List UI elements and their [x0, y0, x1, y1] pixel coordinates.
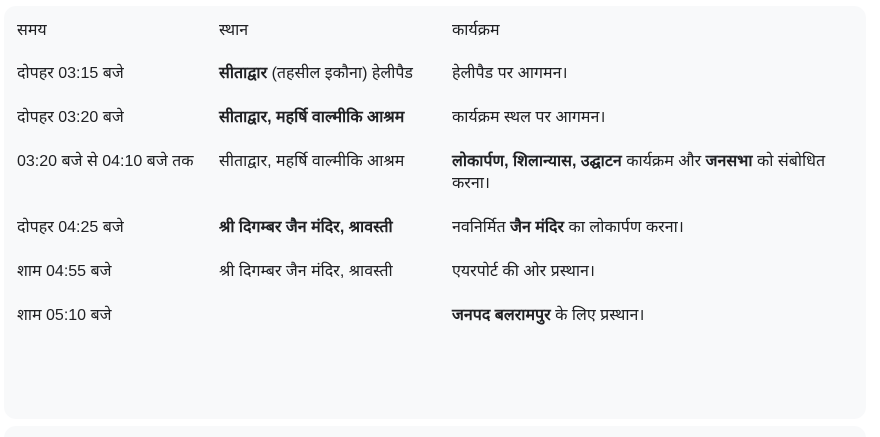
- column-header-location: स्थान: [219, 22, 249, 39]
- time-cell: दोपहर 04:25 बजे: [17, 219, 124, 236]
- location-cell: [219, 294, 452, 338]
- program-cell: लोकार्पण, शिलान्यास, उद्घाटन कार्यक्रम और जनसभा को संबोधित करना।: [452, 153, 826, 192]
- program-cell: एयरपोर्ट की ओर प्रस्थान।: [452, 263, 595, 280]
- table-row: [17, 140, 850, 206]
- column-header-program: कार्यक्रम: [452, 22, 500, 39]
- program-cell: जनपद बलरामपुर के लिए प्रस्थान।: [452, 307, 645, 324]
- location-cell: श्री दिगम्बर जैन मंदिर, श्रावस्ती: [219, 219, 393, 236]
- time-cell: शाम 05:10 बजे: [17, 307, 112, 324]
- table-row: [17, 250, 850, 294]
- time-cell: दोपहर 03:15 बजे: [17, 65, 124, 82]
- schedule-card: [4, 6, 866, 419]
- column-header-time: समय: [17, 22, 47, 39]
- program-cell: कार्यक्रम स्थल पर आगमन।: [452, 109, 606, 126]
- next-card-partial: [4, 426, 866, 437]
- table-row: [17, 206, 850, 250]
- table-row: [17, 294, 850, 338]
- location-cell: सीताद्वार, महर्षि वाल्मीकि आश्रम: [219, 153, 405, 170]
- location-cell: सीताद्वार, महर्षि वाल्मीकि आश्रम: [219, 109, 405, 126]
- schedule-table: [17, 6, 850, 338]
- time-cell: दोपहर 03:20 बजे: [17, 109, 124, 126]
- table-row: [17, 96, 850, 140]
- time-cell: 03:20 बजे से 04:10 बजे तक: [17, 153, 194, 170]
- time-cell: शाम 04:55 बजे: [17, 263, 112, 280]
- table-row: [17, 52, 850, 96]
- program-cell: नवनिर्मित जैन मंदिर का लोकार्पण करना।: [452, 219, 684, 236]
- schedule-table-body: [17, 52, 850, 338]
- program-cell: हेलीपैड पर आगमन।: [452, 65, 568, 82]
- table-header-row: [17, 6, 850, 52]
- location-cell: श्री दिगम्बर जैन मंदिर, श्रावस्ती: [219, 263, 393, 280]
- location-cell: सीताद्वार (तहसील इकौना) हेलीपैड: [219, 65, 413, 82]
